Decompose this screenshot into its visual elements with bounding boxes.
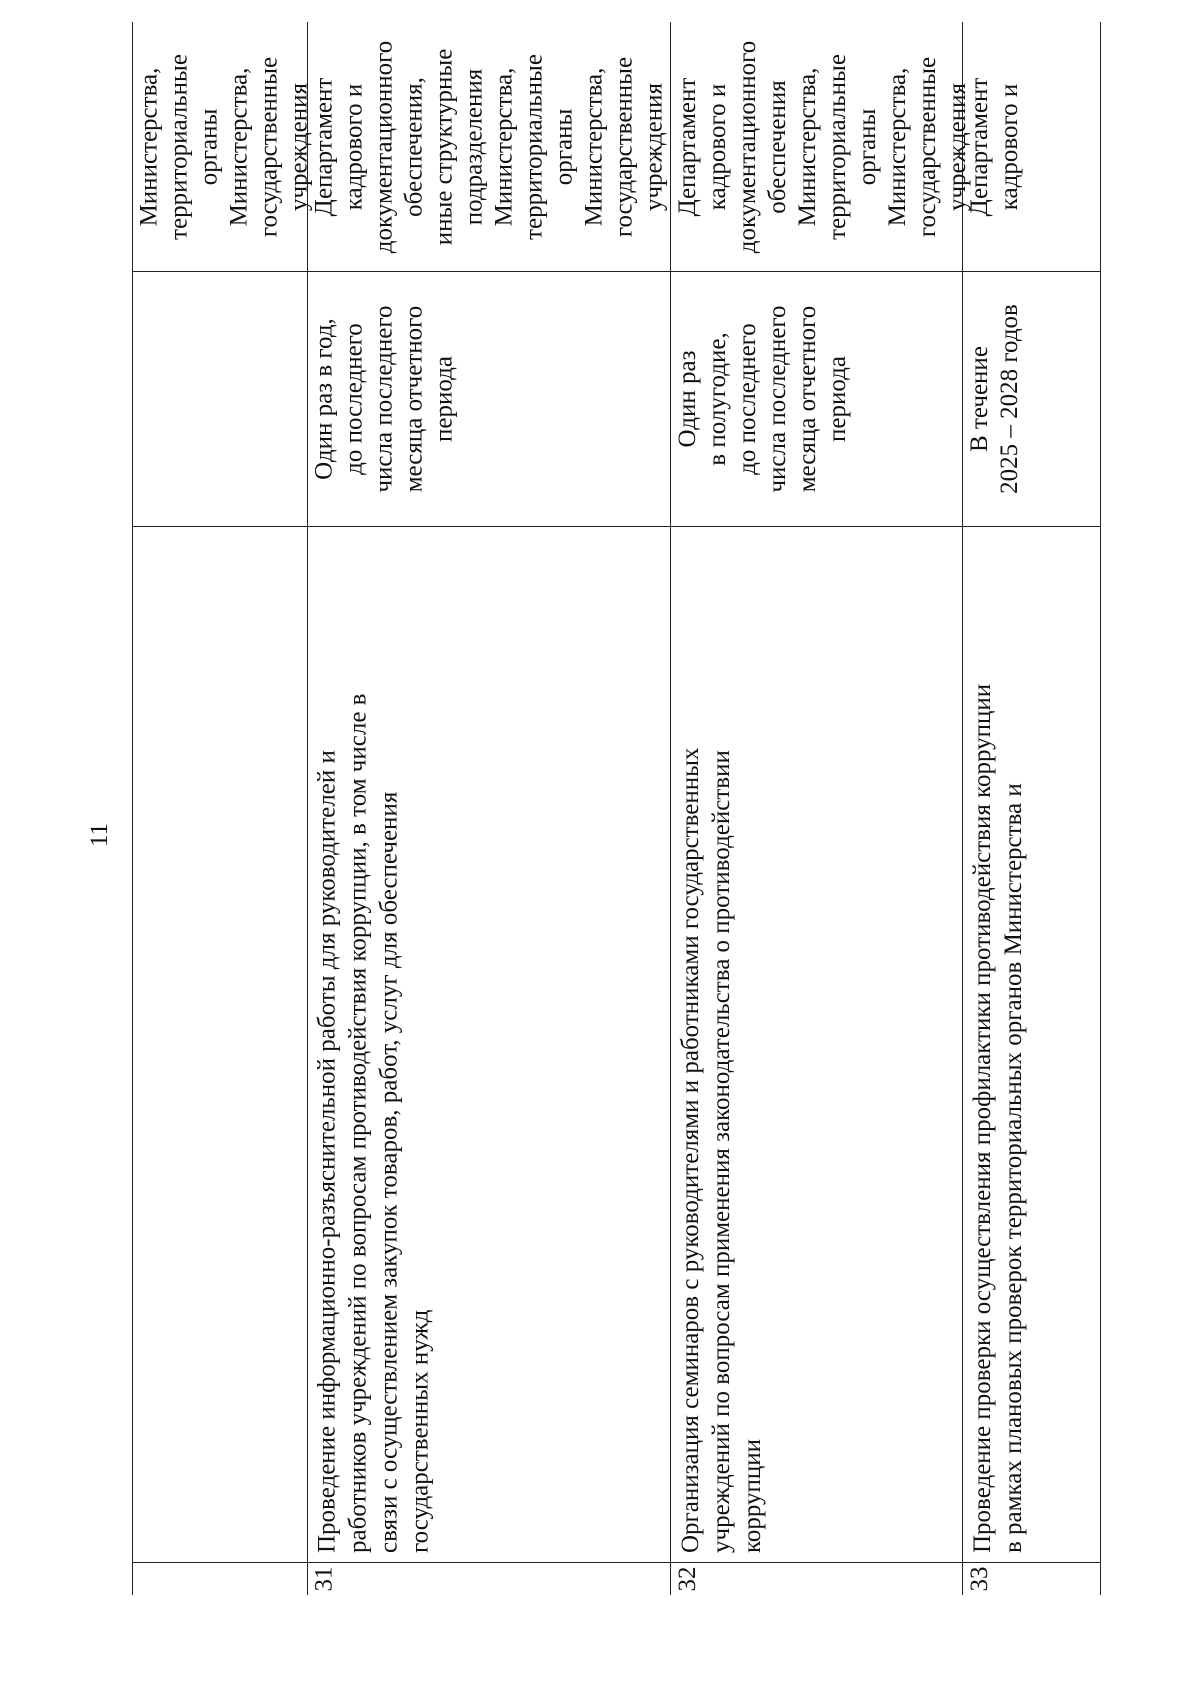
text-line: Министерства, [793,67,821,226]
text-line: государственные [610,56,638,237]
text-line: до последнего [733,323,761,475]
text-line: месяца отчетного [400,305,428,493]
text-line: Министерства, [135,67,163,226]
text-line: учреждения [640,82,668,211]
text-line: до последнего [340,323,368,475]
text-line: Департамент [965,77,993,216]
text-line: Департамент [310,77,338,216]
text-line: кадрового и [995,83,1023,210]
text-line: документационного [370,40,398,253]
text-line: государственных нужд [406,1309,434,1553]
text-line: государственные [913,56,941,237]
text-line: Департамент [673,77,701,216]
responsible-cell [963,22,1100,272]
row-number: 32 [673,1566,701,1592]
action-cell [133,527,307,1563]
number-cell [963,1563,1100,1595]
text-line: органы [195,108,223,185]
table-row [133,22,313,1595]
row-number: 33 [965,1566,993,1592]
plan-table [132,22,1101,1595]
responsible-cell [308,22,670,272]
responsible-cell [133,22,313,272]
action-cell [308,527,670,1563]
text-line: работников учреждений по вопросам противодействия коррупции, в том числе в [344,693,372,1553]
text-line: учреждения [285,82,313,211]
term-cell [671,272,962,527]
action-text [963,527,1101,1563]
number-cell [671,1563,962,1595]
text-line: связи с осуществлением закупок товаров, работ, услуг для обеспечения [375,791,403,1553]
text-line: учреждения [943,82,971,211]
text-line: Один раз в год, [310,318,338,480]
term-cell [308,272,670,527]
text-line: числа последнего [370,305,398,493]
action-text [308,527,671,1563]
term-cell [133,272,307,527]
text-line: числа последнего [763,305,791,493]
text-line: периода [430,356,458,442]
term-cell [963,272,1100,527]
responsible-text [133,22,313,272]
text-line: документационного [733,40,761,253]
text-line: Министерства, [883,67,911,226]
text-line: Один раз [673,350,701,448]
text-line: обеспечения, [400,76,428,217]
text-line: в полугодие, [703,332,731,466]
responsible-text [308,22,671,272]
table-row [671,22,971,1595]
responsible-text [671,22,971,272]
row-number: 31 [310,1566,338,1592]
text-line: органы [853,108,881,185]
text-line: коррупции [738,1438,766,1553]
text-line: кадрового и [703,83,731,210]
text-line: месяца отчетного [793,305,821,493]
text-line: подразделения [460,68,488,225]
text-line: 2025 – 2028 годов [995,304,1023,494]
text-line: органы [550,108,578,185]
number-cell [133,1563,307,1595]
text-line: кадрового и [340,83,368,210]
text-line: обеспечения [763,79,791,214]
term-text [963,272,1101,527]
text-line: иные структурные [430,48,458,245]
text-line: в рамках плановых проверок территориальных органов Министерства и [999,782,1027,1553]
text-line: В течение [965,346,993,452]
text-line: территориальные [520,53,548,240]
text-line: Организация семинаров с руководителями и работниками государственных [676,747,704,1553]
text-line: учреждений по вопросам применения законодательства о противодействии [707,749,735,1553]
action-text [671,527,963,1563]
term-text [308,272,671,527]
responsible-text [963,22,1101,272]
text-line: Министерства, [225,67,253,226]
number-cell [308,1563,670,1595]
page-number: 11 [86,822,113,848]
text-line: Проведение проверки осуществления профилактики противодействия коррупции [968,683,996,1553]
term-text [671,272,963,527]
text-line: периода [823,356,851,442]
text-line: Министерства, [490,67,518,226]
text-line: государственные [255,56,283,237]
table-row [308,22,671,1595]
text-line: территориальные [823,53,851,240]
text-line: территориальные [165,53,193,240]
responsible-cell [671,22,971,272]
action-cell [671,527,962,1563]
table-row [963,22,1101,1595]
text-line: Министерства, [580,67,608,226]
action-cell [963,527,1100,1563]
text-line: Проведение информационно-разъяснительной работы для руководителей и [313,749,341,1553]
